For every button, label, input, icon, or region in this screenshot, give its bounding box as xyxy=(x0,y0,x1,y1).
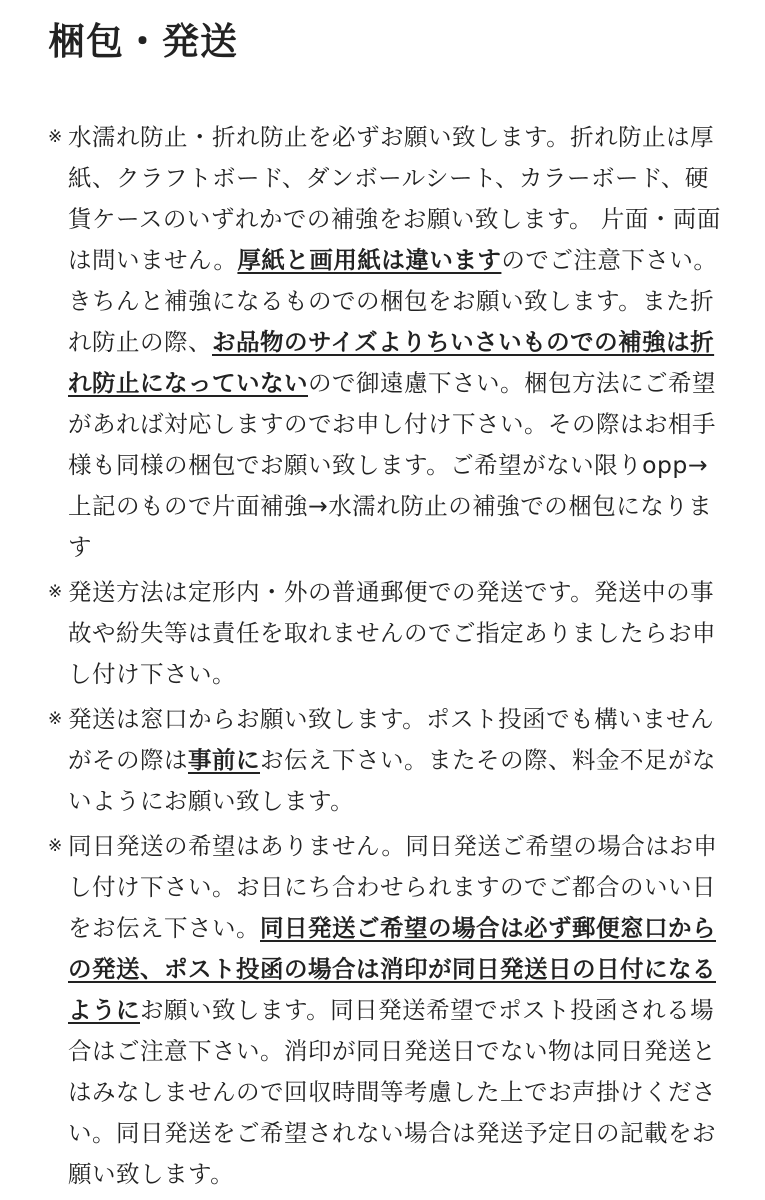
note-emphasis: 厚紙と画用紙は違います xyxy=(237,246,502,274)
note-item xyxy=(48,699,728,822)
note-segment: のでご注意下さい。きちんと補強になるものでの梱包をお願い致します。また折れ防止の際、 xyxy=(68,246,718,356)
note-text xyxy=(68,117,728,568)
note-segment: お願い致します。同日発送希望でポスト投函される場合はご注意下さい。消印が同日発送日でない物は同日発送とはみなしませんので回収時間等考慮した上でお声掛けください。同日発送をご希望されない場合は発送予定日の記載をお願い致します。 xyxy=(68,996,716,1188)
note-text xyxy=(68,826,728,1195)
note-segment: 同日発送の希望はありません。同日発送ご希望の場合はお申し付け下さい。お日にち合わせられますのでご都合のいい日をお伝え下さい。 xyxy=(68,832,718,942)
note-item xyxy=(48,572,728,695)
note-emphasis: お品物のサイズよりちいさいものでの補強は折れ防止になっていない xyxy=(68,328,715,397)
note-emphasis: 同日発送ご希望の場合は必ず郵便窓口からの発送、ポスト投函の場合は消印が同日発送日の日付になるように xyxy=(68,914,716,1024)
note-text xyxy=(68,699,728,822)
note-segment: ので御遠慮下さい。梱包方法にご希望があれば対応しますのでお申し付け下さい。その際はお相手様も同様の梱包でお願い致します。ご希望がない限りopp→上記のもので片面補強→水濡れ防止の補強での梱包になります xyxy=(68,369,716,561)
note-mark: ※ xyxy=(48,709,63,729)
note-segment: お伝え下さい。またその際、料金不足がないようにお願い致します。 xyxy=(68,746,716,815)
note-segment: 発送は窓口からお願い致します。ポスト投函でも構いませんがその際は xyxy=(68,705,715,774)
note-item xyxy=(48,826,728,1195)
note-mark: ※ xyxy=(48,836,63,856)
note-segment: 発送方法は定形内・外の普通郵便での発送です。発送中の事故や紛失等は責任を取れませんのでご指定ありましたらお申し付け下さい。 xyxy=(68,578,716,688)
note-mark: ※ xyxy=(48,127,63,147)
note-segment: 水濡れ防止・折れ防止を必ずお願い致します。折れ防止は厚紙、クラフトボード、ダンボールシート、カラーボード、硬貨ケースのいずれかでの補強をお願い致します。 片面・両面は問いません。 xyxy=(68,123,721,274)
page-title: 梱包・発送 xyxy=(48,20,238,63)
notes-list xyxy=(48,117,728,1199)
note-text xyxy=(68,572,728,695)
note-emphasis: 事前に xyxy=(188,746,260,774)
note-mark: ※ xyxy=(48,582,63,602)
note-item xyxy=(48,117,728,568)
